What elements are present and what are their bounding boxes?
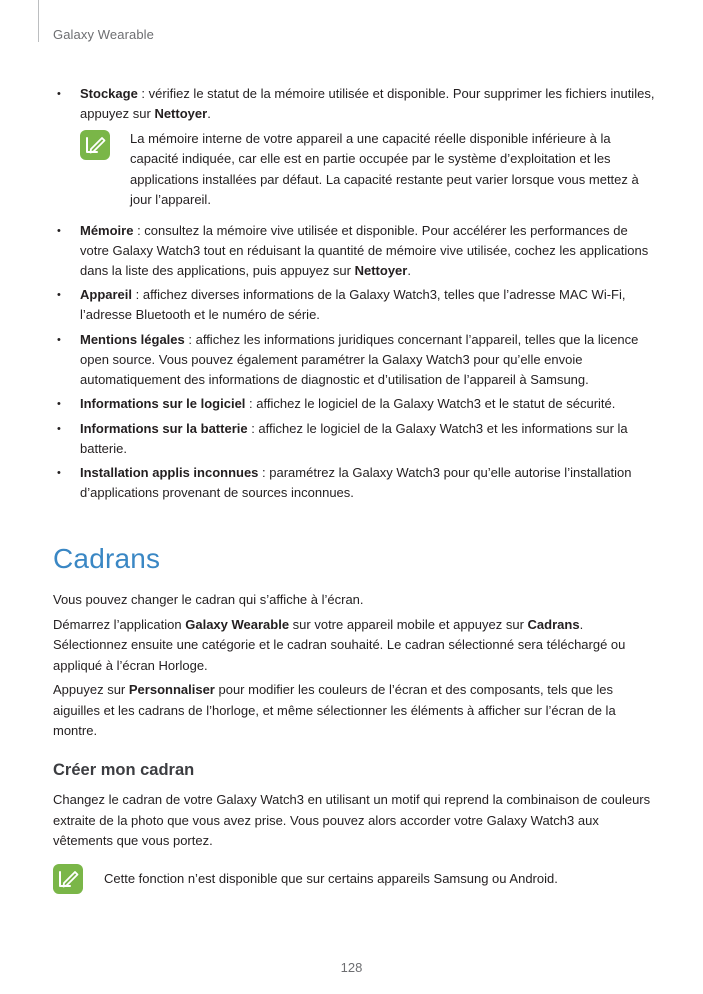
section-title: Cadrans [53,543,161,574]
list-item [56,394,656,414]
text-run: . Sélectionnez ensuite une catégorie et le cadran souhaité. Le cadran sélectionné sera téléchargé ou appliqué à l’écran Horloge. [53,616,626,673]
paragraph [53,615,653,677]
note-pencil-icon [80,130,110,160]
bullet-icon: • [57,88,61,100]
bullet-text: : affichez les informations juridiques concernant l’appareil, telles que la licence open source. Vous pouvez également paramétrer la Galaxy Watch3 pour qu’elle envoie automatiquement des informations de diagnostic et d’utilisation de l’appareil à Samsung. [80,331,639,387]
note-text: Cette fonction n’est disponible que sur certains appareils Samsung ou Android. [104,870,558,886]
bullet-term: Mentions légales [80,331,185,347]
text-run: sur votre appareil mobile et appuyez sur [289,616,528,632]
text-run: Démarrez l’application [53,616,186,632]
note-pencil-icon [53,864,83,894]
subsection-title: Créer mon cadran [53,761,195,779]
bullet-icon: • [57,333,61,346]
bullet-term: Mémoire [80,222,134,238]
bullet-term: Appareil [80,287,133,302]
list-item [56,419,656,459]
menu-term: Cadrans [527,616,580,632]
note-availability [53,864,558,894]
list-item [56,463,656,503]
note-storage [80,129,656,211]
app-name: Galaxy Wearable [185,616,290,632]
bullet-emph: Nettoyer [154,106,208,121]
note-text: La mémoire interne de votre appareil a une capacité réelle disponible inférieure à la capacité indiquée, car elle est en partie occupée par le système d’exploitation et les applications installées par défaut. La capacité restante peut varier lorsque vous mettez à jour l’appareil. [130,130,639,207]
bullet-text: : affichez le logiciel de la Galaxy Watch3 et les informations sur la batterie. [80,420,628,456]
list-item [56,84,656,124]
text-run: pour modifier les couleurs de l’écran et des composants, tels que les aiguilles et les cadrans de l’horloge, et même sélectionner les éléments à afficher sur l’écran de la montre. [53,682,616,738]
bullet-icon: • [57,289,61,301]
paragraph: Vous pouvez changer le cadran qui s’affiche à l’écran. [53,592,364,607]
text-run: Appuyez sur [53,682,129,697]
bullet-tail: . [407,262,411,278]
paragraph: Changez le cadran de votre Galaxy Watch3 en utilisant un motif qui reprend la combinaison de couleurs extraite de la photo que vous avez prise. Vous pouvez alors accorder votre Galaxy Watch3 aux vêtements que vous portez. [53,792,651,848]
bullet-text: : affichez le logiciel de la Galaxy Watch3 et le statut de sécurité. [245,396,616,411]
bullet-tail: . [207,106,211,121]
list-item [56,330,656,390]
bullet-icon: • [57,224,61,237]
bullet-term: Stockage [80,86,138,101]
bullet-icon: • [57,398,61,410]
bullet-text: : consultez la mémoire vive utilisée et disponible. Pour accélérer les performances de votre Galaxy Watch3 tout en réduisant la quantité de mémoire vive utilisée, cochez les applications dans la liste des applications, puis appuyez sur [80,222,649,278]
page-number: 128 [340,960,363,975]
settings-list [56,84,656,508]
bullet-text: : affichez diverses informations de la Galaxy Watch3, telles que l’adresse MAC Wi-Fi, l’adresse Bluetooth et le numéro de série. [80,287,626,322]
header-divider [38,0,39,42]
bullet-term: Installation applis inconnues [80,465,259,480]
bullet-icon: • [57,422,61,435]
bullet-text: : paramétrez la Galaxy Watch3 pour qu’elle autorise l’installation d’applications provenant de sources inconnues. [80,465,632,500]
bullet-text: : vérifiez le statut de la mémoire utilisée et disponible. Pour supprimer les fichiers inutiles, appuyez sur [80,86,655,121]
list-item [56,285,656,325]
bullet-term: Informations sur la batterie [80,420,248,436]
bullet-term: Informations sur le logiciel [80,396,246,411]
header-title: Galaxy Wearable [53,27,154,42]
subsection-body [53,790,653,856]
section-body [53,590,653,746]
menu-term: Personnaliser [128,682,215,697]
list-item [56,221,656,281]
paragraph [53,680,653,742]
bullet-emph: Nettoyer [354,262,408,278]
bullet-icon: • [57,467,61,479]
